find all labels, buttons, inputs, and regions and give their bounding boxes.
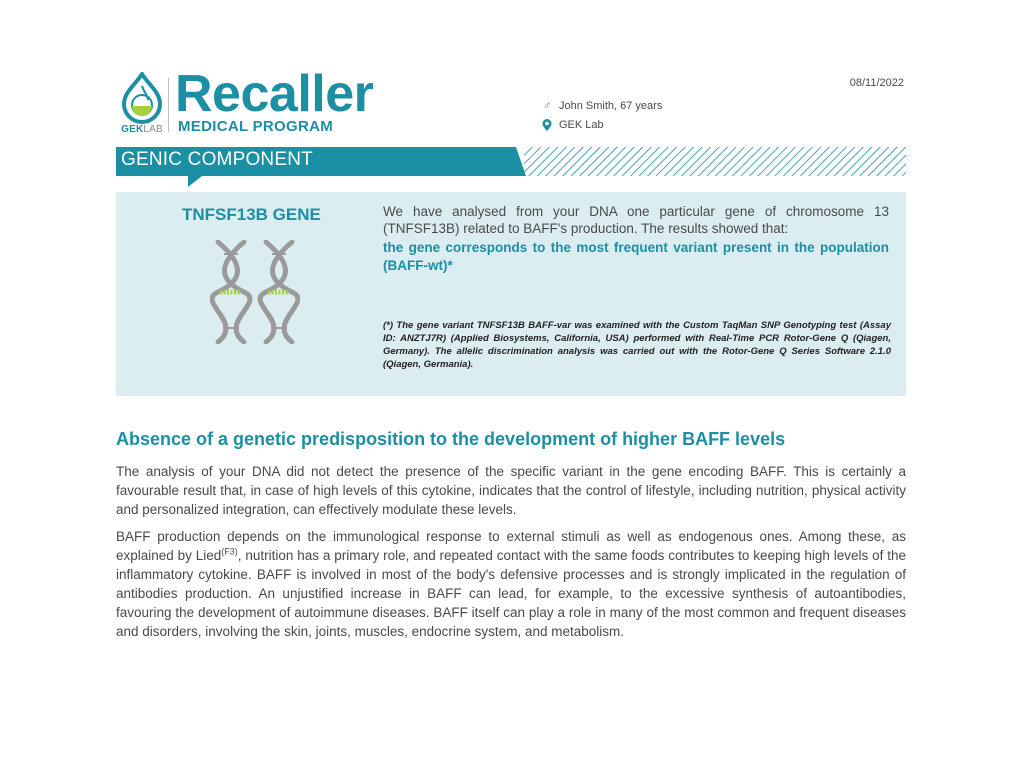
gene-result-text: the gene corresponds to the most frequent variant present in the population (BAFF-wt)* bbox=[383, 240, 889, 273]
dna-icon bbox=[210, 240, 300, 344]
patient-name: John Smith, 67 years bbox=[559, 100, 663, 112]
brand-title: Recaller bbox=[175, 65, 374, 123]
lab-info bbox=[541, 119, 604, 131]
section-title: GENIC COMPONENT bbox=[121, 149, 313, 170]
male-icon: ♂ bbox=[542, 100, 552, 112]
logo-wordmark: GEKLAB bbox=[121, 124, 163, 135]
patient-info bbox=[541, 100, 662, 112]
paragraph-2 bbox=[116, 527, 906, 641]
gene-intro-text: We have analysed from your DNA one particular gene of chromosome 13 (TNFSF13B) related to BAFF's production. The results showed that: bbox=[383, 204, 889, 236]
paragraph-2-end: , nutrition has a primary role, and repeated contact with the same foods contributes to keeping high levels of the inflammatory cytokine. BAFF is involved in most of the body's defensive processes and is strongly implicated in the regulation of antibodies production. An unjustified increase in BAFF can lead, for example, to the excessive synthesis of autoantibodies, favouring the development of autoimmune diseases. BAFF itself can play a role in many of the most common and frequent diseases and disorders, involving the skin, joints, muscles, endocrine system, and metabolism. bbox=[116, 548, 906, 639]
result-heading: Absence of a genetic predisposition to the development of higher BAFF levels bbox=[116, 429, 786, 449]
report-date: 08/11/2022 bbox=[849, 77, 904, 89]
location-pin-icon bbox=[541, 119, 553, 131]
logo-divider bbox=[168, 78, 169, 132]
gene-title: TNFSF13B GENE bbox=[182, 205, 321, 224]
gene-footnote: (*) The gene variant TNFSF13B BAFF-var was examined with the Custom TaqMan SNP Genotyping test (Assay ID: ANZTJ7R) (Applied Biosystems, California, USA) performed with Real-Time PCR Rotor-Gene Q (Qiagen, Germany). The allelic discrimination analysis was carried out with the Rotor-Gene Q Series Software 2.1.0 (Qiagen, Germania). bbox=[383, 320, 891, 370]
drop-logo-icon bbox=[120, 72, 164, 124]
paragraph-1: The analysis of your DNA did not detect the presence of the specific variant in the gene encoding BAFF. This is certainly a favourable result that, in case of high levels of this cytokine, indicates that the control of lifestyle, including nutrition, physical activity and personalized integration, can effectively modulate these levels. bbox=[116, 464, 906, 517]
brand-subtitle: MEDICAL PROGRAM bbox=[178, 118, 334, 135]
lab-name: GEK Lab bbox=[559, 119, 604, 131]
paragraph-2-start: BAFF production depends on the immunological response to external stimuli as well as endogenous ones. Among these, as explained by Lied bbox=[116, 529, 906, 563]
reference-marker: (F3) bbox=[221, 546, 238, 557]
